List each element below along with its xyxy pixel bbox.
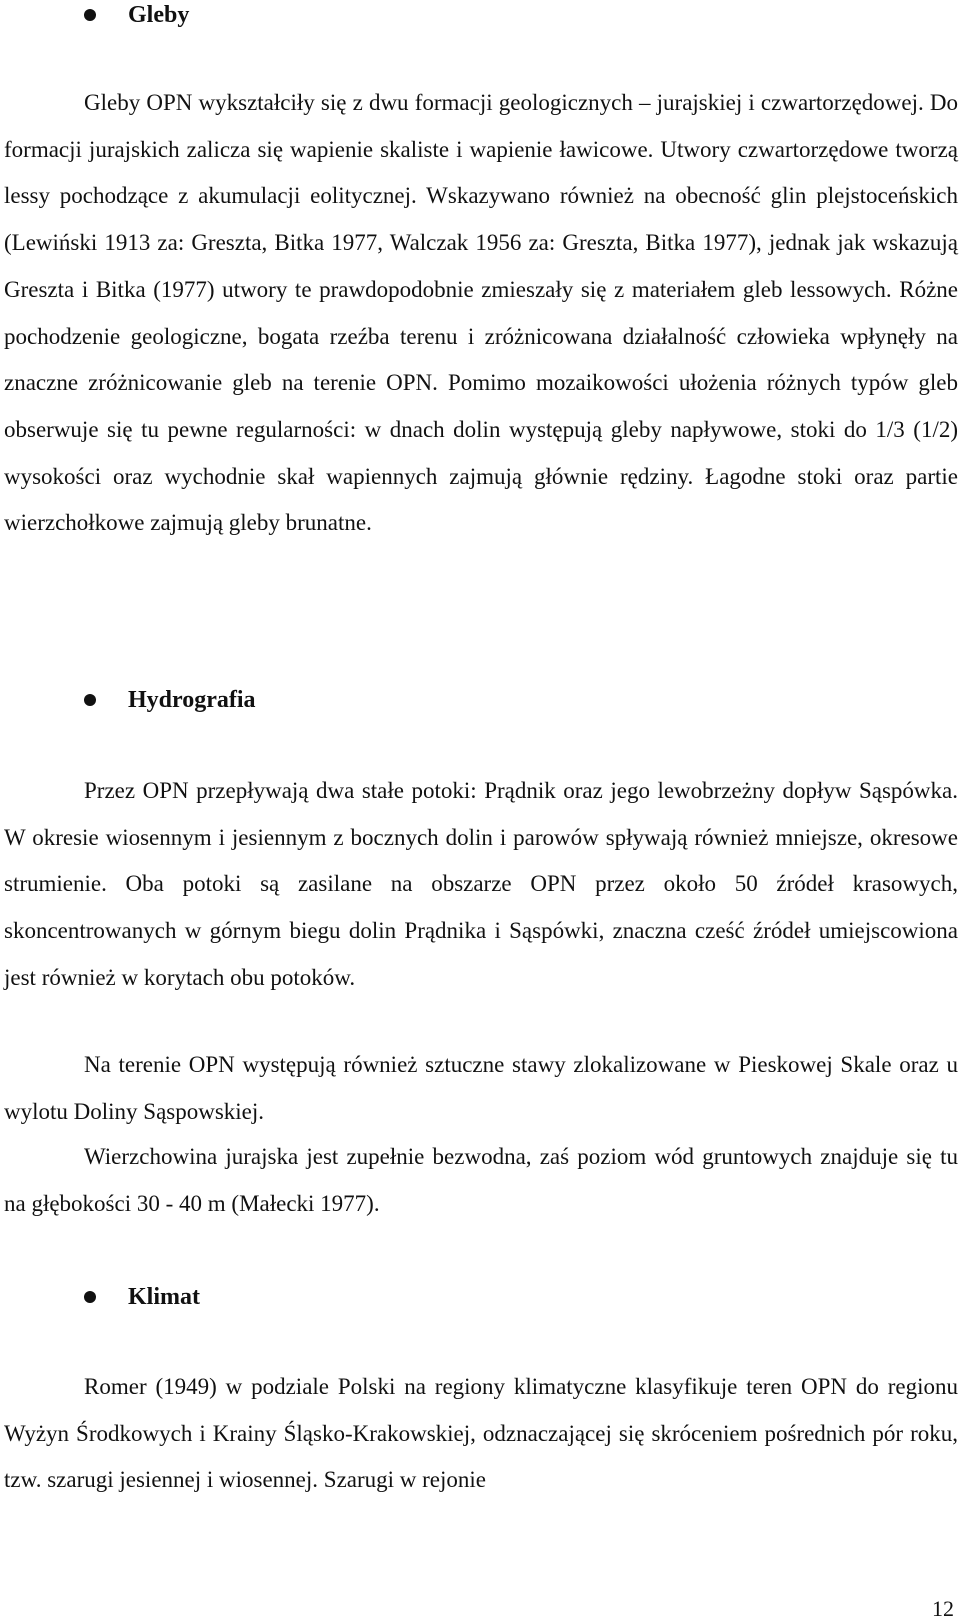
section-title: Hydrografia — [128, 687, 256, 713]
page-number: 12 — [932, 1596, 954, 1621]
section-title: Klimat — [128, 1284, 200, 1310]
section-title: Gleby — [128, 2, 190, 28]
paragraph-gleby-1: Gleby OPN wykształciły się z dwu formacji geologicznych – jurajskiej i czwartorzędowej. Do formacji jurajskich zalicza się wapienie skaliste i wapienie ławicowe. Utwory czwartorzędowe tworzą lessy pochodzące z akumulacji eolitycznej. Wskazywano również na obecność glin plejstoceńskich (Lewiński 1913 za: Greszta, Bitka 1977, Walczak 1956 za: Greszta, Bitka 1977), jednak jak wskazują Greszta i Bitka (1977) utwory te prawdopodobnie zmieszały się z materiałem gleb lessowych. Różne pochodzenie geologiczne, bogata rzeźba terenu i zróżnicowana działalność człowieka wpłynęły na znaczne zróżnicowanie gleb na terenie OPN. Pomimo mozaikowości ułożenia różnych typów gleb obserwuje się tu pewne regularności: w dnach dolin występują gleby napływowe, stoki do 1/3 (1/2) wysokości oraz wychodnie skał wapiennych zajmują głównie rędziny. Łagodne stoki oraz partie wierzchołkowe zajmują gleby brunatne. — [4, 90, 958, 536]
bullet-icon — [84, 1291, 96, 1303]
bullet-icon — [84, 9, 96, 21]
paragraph-hydrografia-2: Na terenie OPN występują również sztuczne stawy zlokalizowane w Pieskowej Skale oraz u wylotu Doliny Sąspowskiej. — [4, 1052, 958, 1124]
paragraph-hydrografia-1: Przez OPN przepływają dwa stałe potoki: Prądnik oraz jego lewobrzeżny dopływ Sąspówka. W okresie wiosennym i jesiennym z bocznych dolin i parowów spływają również mniejsze, okresowe strumienie. Oba potoki są zasilane na obszarze OPN przez około 50 źródeł krasowych, skoncentrowanych w górnym biegu dolin Prądnika i Sąspówki, znaczna cześć źródeł umiejscowiona jest również w korytach obu potoków. — [4, 778, 958, 990]
paragraph-klimat-1: Romer (1949) w podziale Polski na regiony klimatyczne klasyfikuje teren OPN do regionu Wyżyn Środkowych i Krainy Śląsko-Krakowskiej, odznaczającej się skróceniem pośrednich pór roku, tzw. szarugi jesiennej i wiosennej. Szarugi w rejonie — [4, 1374, 958, 1493]
paragraph-hydrografia-3: Wierzchowina jurajska jest zupełnie bezwodna, zaś poziom wód gruntowych znajduje się tu na głębokości 30 - 40 m (Małecki 1977). — [4, 1144, 958, 1216]
bullet-icon — [84, 694, 96, 706]
